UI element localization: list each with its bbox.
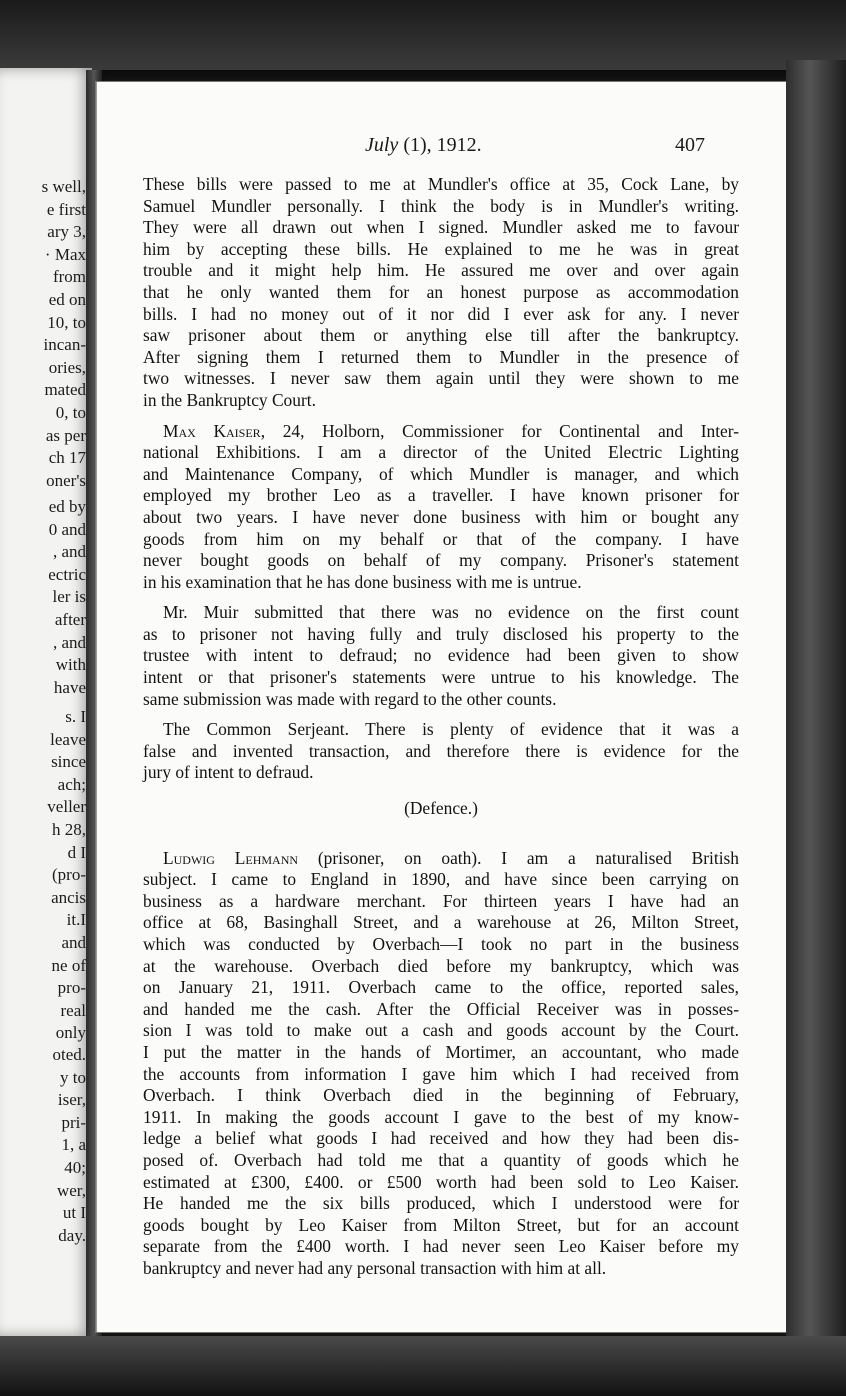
running-head-date: (1), 1912. (398, 134, 482, 156)
section-heading: (Defence.) (404, 798, 478, 819)
text-line: Max Kaiser, 24, Holborn, Commissioner for Continental and Inter- (163, 420, 739, 441)
left-page-fragment: pri- (61, 1112, 86, 1132)
text-line: He handed me the six bills produced, which I understood were for (143, 1193, 739, 1214)
speaker-name: Ludwig Lehmann (163, 847, 299, 868)
left-page-fragment: d I (67, 842, 86, 862)
left-page-fragment: ch 17 (48, 448, 86, 468)
left-page-fragment: s well, (41, 177, 86, 196)
left-page-fragment: (pro- (52, 865, 86, 885)
text-line: Overbach. I think Overbach died in the beginning of February, (143, 1085, 739, 1106)
text-line: business as a hardware merchant. For thirteen years I have had an (143, 890, 739, 911)
text-line: trustee with intent to defraud; no evidence had been given to show (143, 645, 739, 666)
text-line: sion I was told to make out a cash and goods account by the Court. (143, 1020, 739, 1041)
page-number: 407 (675, 134, 705, 156)
left-page-fragment: pro- (57, 978, 86, 998)
left-page-fragment: have (53, 677, 86, 697)
running-head (365, 134, 482, 157)
text-line: never bought goods on behalf of my company. Prisoner's statement (143, 550, 739, 571)
page-body (143, 174, 739, 1280)
left-page-fragment: from (52, 267, 86, 287)
text-line: at the warehouse. Overbach died before my bankruptcy, which was (143, 955, 739, 976)
left-page-fragment: incan- (43, 335, 86, 355)
left-page-fragment: ary 3, (47, 222, 86, 242)
left-page-fragment: , and (52, 542, 86, 562)
left-page-fragment: it.I (66, 910, 86, 930)
left-page-fragment: after (54, 610, 86, 629)
text-line: These bills were passed to me at Mundler's office at 35, Cock Lane, by (143, 174, 739, 194)
text-line: and handed me the cash. After the Official Receiver was in posses- (143, 998, 739, 1019)
left-page-fragment: ach; (57, 774, 86, 794)
left-page-fragment: iser, (57, 1090, 86, 1110)
speaker-name: Max Kaiser (163, 420, 261, 441)
left-page-fragment: , and (52, 632, 86, 652)
left-page-fragment: y to (60, 1067, 86, 1087)
text-line: I put the matter in the hands of Mortimer, an accountant, who made (143, 1041, 739, 1062)
text-line: saw prisoner about them or anything else till after the bankruptcy. (143, 325, 739, 346)
left-page-fragment: since (51, 752, 86, 772)
left-page-fragment: 1, a (61, 1135, 86, 1155)
text-line: in his examination that he has done business with me is untrue. (143, 571, 582, 592)
left-page-fragment: s. I (65, 707, 86, 726)
desk-bottom (0, 1336, 846, 1396)
left-page-fragment: 0 and (48, 519, 86, 539)
desk-background (0, 0, 846, 70)
left-page-fragment: only (55, 1023, 86, 1043)
text-line: Mr. Muir submitted that there was no evidence on the first count (163, 602, 739, 623)
text-line: subject. I came to England in 1890, and have since been carrying on (143, 869, 739, 890)
text-line: the accounts from information I gave him which I had received from (143, 1063, 739, 1084)
left-page-fragment: · Max (44, 244, 86, 264)
text-line: intent or that prisoner's statements were untrue to his knowledge. The (143, 667, 739, 688)
left-page-fragment: 40; (64, 1158, 86, 1177)
text-line: him by accepting these bills. He explained to me he was in great (143, 238, 739, 259)
text-line: ledge a belief what goods I had received and how they had been dis- (143, 1128, 739, 1149)
book-page (96, 82, 787, 1332)
paragraph-max-kaiser (143, 421, 739, 594)
text-line: national Exhibitions. I am a director of the United Electric Lighting (143, 442, 739, 463)
text-line: and Maintenance Company, of which Mundler is manager, and which (143, 463, 739, 484)
left-page-fragment: and (61, 933, 86, 952)
left-page-fragment: wer, (56, 1180, 86, 1200)
left-page-fragment: oner's (46, 470, 86, 490)
text-line: bills. I had no money out of it nor did I ever ask for any. I never (143, 303, 739, 324)
left-page-fragment: ut I (62, 1203, 86, 1223)
text-line: goods bought by Leo Kaiser from Milton Street, but for an account (143, 1214, 739, 1235)
text-line: estimated at £300, £400. or £500 worth had been sold to Leo Kaiser. (143, 1171, 739, 1192)
paragraph-bills-testimony (143, 174, 739, 412)
left-page-fragment: 10, to (47, 312, 86, 332)
left-page-fragment: oted. (52, 1045, 86, 1064)
left-page-fragment: leave (50, 729, 86, 749)
left-page-fragment: h 28, (52, 820, 86, 839)
text-line: in the Bankruptcy Court. (143, 389, 316, 410)
left-page-fragment: real (60, 1000, 86, 1020)
text-line: on January 21, 1911. Overbach came to the office, reported sales, (143, 977, 739, 998)
text-line: They were all drawn out when I signed. Mundler asked me to favour (143, 217, 739, 238)
paragraph-common-serjeant (143, 719, 739, 784)
text-line: that he only wanted them for an honest purpose as accommodation (143, 281, 739, 302)
left-page-fragment: with (55, 655, 86, 675)
text-line: two witnesses. I never saw them again until they were shown to me (143, 368, 739, 389)
paragraph-muir-submission (143, 602, 739, 710)
text-line: After signing them I returned them to Mundler in the presence of (143, 346, 739, 367)
left-page-fragment: ed on (48, 290, 86, 309)
left-page-margin (0, 68, 92, 1336)
left-page-fragment: ories, (48, 357, 86, 377)
book-right-edge (786, 60, 846, 1396)
text-line: Ludwig Lehmann (prisoner, on oath). I am a naturalised British (163, 847, 739, 868)
left-page-fragment: as per (45, 425, 86, 445)
text-line: which was conducted by Overbach—I took no part in the business (143, 934, 739, 954)
text-line: same submission was made with regard to the other counts. (143, 688, 557, 709)
text-line: employed my brother Leo as a traveller. I have known prisoner for (143, 485, 739, 506)
text-line: false and invented transaction, and therefore there is evidence for the (143, 740, 739, 761)
left-page-fragment: ectric (48, 564, 86, 584)
page-header (97, 134, 787, 158)
text-line: about two years. I have never done business with him or bought any (143, 506, 739, 527)
left-page-fragment: veller (47, 797, 86, 817)
text-line: separate from the £400 worth. I had never seen Leo Kaiser before my (143, 1236, 739, 1257)
running-head-month: July (365, 134, 399, 156)
left-page-fragment: mated (44, 380, 86, 400)
text-line: office at 68, Basinghall Street, and a warehouse at 26, Milton Street, (143, 912, 739, 933)
text-line: The Common Serjeant. There is plenty of evidence that it was a (163, 719, 739, 740)
text-line: as to prisoner not having fully and truly disclosed his property to the (143, 623, 739, 644)
left-page-fragment: ancis (51, 887, 86, 907)
text-line: 1911. In making the goods account I gave to the best of my know- (143, 1106, 739, 1127)
left-page-fragment: e first (46, 199, 86, 219)
left-page-fragment: 0, to (55, 403, 86, 422)
text-line: goods from him on my behalf or that of the company. I have (143, 528, 739, 549)
left-page-fragment: day. (58, 1225, 86, 1245)
left-page-fragment: ne of (51, 955, 86, 975)
paragraph-ludwig-lehmann (143, 848, 739, 1280)
text-line: trouble and it might help him. He assured me over and over again (143, 260, 739, 281)
text-line: bankruptcy and never had any personal transaction with him at all. (143, 1257, 607, 1278)
text-line: posed of. Overbach had told me that a quantity of goods which he (143, 1149, 739, 1170)
text-line: jury of intent to defraud. (143, 762, 314, 783)
text-line: Samuel Mundler personally. I think the body is in Mundler's writing. (143, 195, 739, 216)
left-page-fragment: ed by (48, 497, 86, 516)
left-page-fragment: ler is (52, 587, 86, 607)
